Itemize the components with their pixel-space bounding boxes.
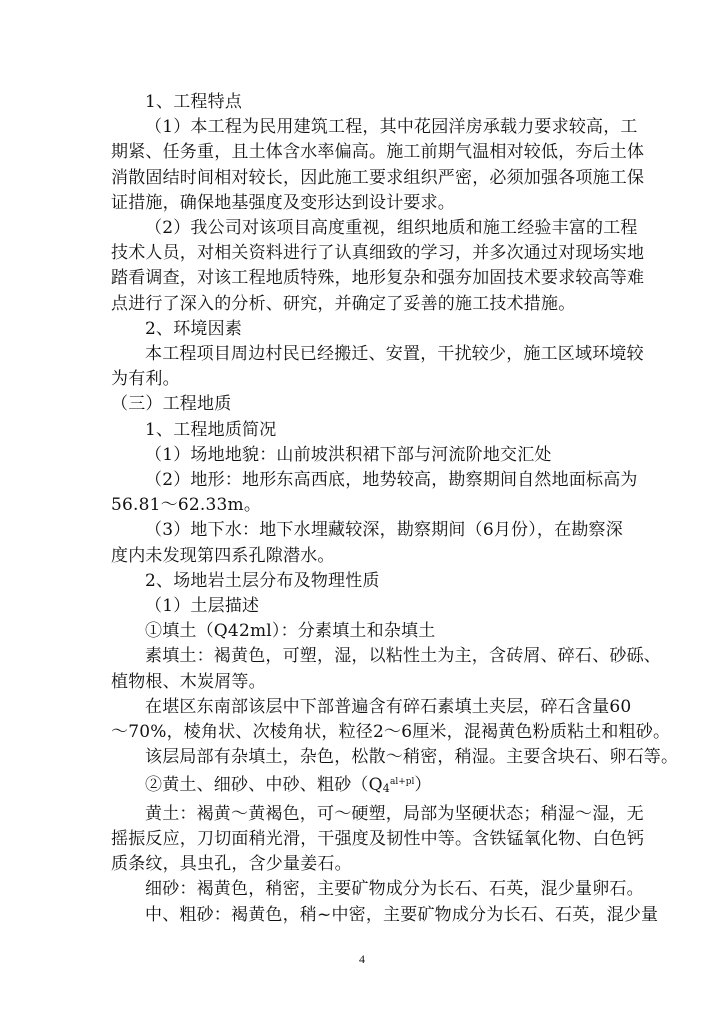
text-line-content: 中、粗砂：褐黄色，稍~中密，主要矿物成分为长石、石英，混少量 xyxy=(145,904,659,925)
text-line-content: 56.81～62.33m。 xyxy=(111,495,262,516)
text-line-content: 质条纹，具虫孔，含少量姜石。 xyxy=(111,854,352,875)
text-line-content: 消散固结时间相对较长，因此施工要求组织严密，必须加强各项施工保 xyxy=(111,167,645,188)
text-line-content: 细砂：褐黄色，稍密，主要矿物成分为长石、石英，混少量卵石。 xyxy=(145,879,644,900)
text-line xyxy=(111,418,667,443)
text-line-content: 点进行了深入的分析、研究，并确定了妥善的施工技术措施。 xyxy=(111,293,576,314)
text-line-content: 踏看调查，对该工程地质特殊，地形复杂和强夯加固技术要求较高等难 xyxy=(111,268,645,289)
text-line xyxy=(111,745,679,770)
text-line-content: （三）工程地质 xyxy=(111,394,232,415)
text-line-content: 摇振反应，刀切面稍光滑，干强度及韧性中等。含铁锰氧化物、白色钙 xyxy=(111,828,645,849)
text-line-content: （2）我公司对该项目高度重视，组织地质和施工经验丰富的工程 xyxy=(145,218,638,239)
text-line-content: ～70%，棱角状、次棱角状，粒径2～6厘米，混褐黄色粉质粘土和粗砂。 xyxy=(111,722,671,743)
text-line xyxy=(111,468,667,493)
text-line xyxy=(111,594,667,619)
text-line xyxy=(111,266,667,291)
text-line-content: 期紧、任务重，且土体含水率偏高。施工前期气温相对较低，夯后土体 xyxy=(111,142,645,163)
text-line xyxy=(111,392,667,417)
text-line xyxy=(111,317,667,342)
text-line xyxy=(111,342,667,367)
text-line xyxy=(111,903,667,928)
text-line-content: 素填土：褐黄色，可塑，湿，以粘性土为主，含砖屑、碎石、砂砾、 xyxy=(145,646,661,667)
page-number: 4 xyxy=(359,952,365,966)
text-line-content: 证措施，确保地基强度及变形达到设计要求。 xyxy=(111,192,455,213)
text-line xyxy=(111,852,667,877)
text-line-content: （1）本工程为民用建筑工程，其中花园洋房承载力要求较高，工 xyxy=(145,117,638,138)
text-line-content: 技术人员，对相关资料进行了认真细致的学习，并多次通过对现场实地 xyxy=(111,243,645,264)
text-line xyxy=(111,443,667,468)
text-line xyxy=(111,166,667,191)
document-body xyxy=(111,90,679,928)
text-line-content: 2、场地岩土层分布及物理性质 xyxy=(145,570,380,591)
text-line-content: （1）场地地貌：山前坡洪积裙下部与河流阶地交汇处 xyxy=(145,444,552,465)
text-line xyxy=(111,367,667,392)
text-line xyxy=(111,493,667,518)
text-line xyxy=(111,115,667,140)
text-line xyxy=(111,619,667,644)
text-line-tail: ） xyxy=(414,775,432,796)
text-line-content: ②黄土、细砂、中砂、粗砂（Q xyxy=(145,775,383,796)
text-line-content: 1、工程特点 xyxy=(145,92,243,112)
text-line xyxy=(111,644,667,669)
text-line xyxy=(111,827,667,852)
text-line xyxy=(111,770,667,801)
text-line-content: 1、工程地质简况 xyxy=(145,419,277,440)
text-line xyxy=(111,569,667,594)
text-line xyxy=(111,241,667,266)
text-line xyxy=(111,90,667,115)
text-line-content: 黄土：褐黄～黄褐色，可～硬塑，局部为坚硬状态；稍湿～湿，无 xyxy=(145,803,644,824)
text-line-content: （1）土层描述 xyxy=(145,596,260,617)
text-line-content: 在堪区东南部该层中下部普遍含有碎石素填土夹层，碎石含量60 xyxy=(145,696,632,717)
text-line-content: ①填土（Q42ml）：分素填土和杂填土 xyxy=(145,621,436,642)
superscript: al+pl xyxy=(389,777,415,788)
text-line xyxy=(111,695,667,720)
text-line-content: 植物根、木炭屑等。 xyxy=(111,671,266,692)
subscript: 4 xyxy=(382,782,390,796)
text-line-content: 为有利。 xyxy=(111,369,180,390)
text-line xyxy=(111,292,667,317)
text-line-content: 度内未发现第四系孔隙潜水。 xyxy=(111,545,335,566)
text-line xyxy=(111,720,671,745)
text-line-content: 该层局部有杂填土，杂色，松散～稍密，稍湿。主要含块石、卵石等。 xyxy=(145,747,679,768)
text-line xyxy=(111,670,667,695)
text-line-content: （2）地形：地形东高西底，地势较高，勘察期间自然地面标高为 xyxy=(145,470,638,491)
text-line xyxy=(111,877,667,902)
text-line xyxy=(111,518,667,543)
text-line xyxy=(111,191,667,216)
text-line xyxy=(111,544,667,569)
text-line-content: 本工程项目周边村民已经搬迁、安置，干扰较少，施工区域环境较 xyxy=(145,344,644,365)
text-line xyxy=(111,140,667,165)
text-line xyxy=(111,802,667,827)
text-line xyxy=(111,216,667,241)
text-line-content: 2、环境因素 xyxy=(145,318,243,339)
text-line-content: （3）地下水：地下水埋藏较深，勘察期间（6月份），在勘察深 xyxy=(145,520,623,541)
